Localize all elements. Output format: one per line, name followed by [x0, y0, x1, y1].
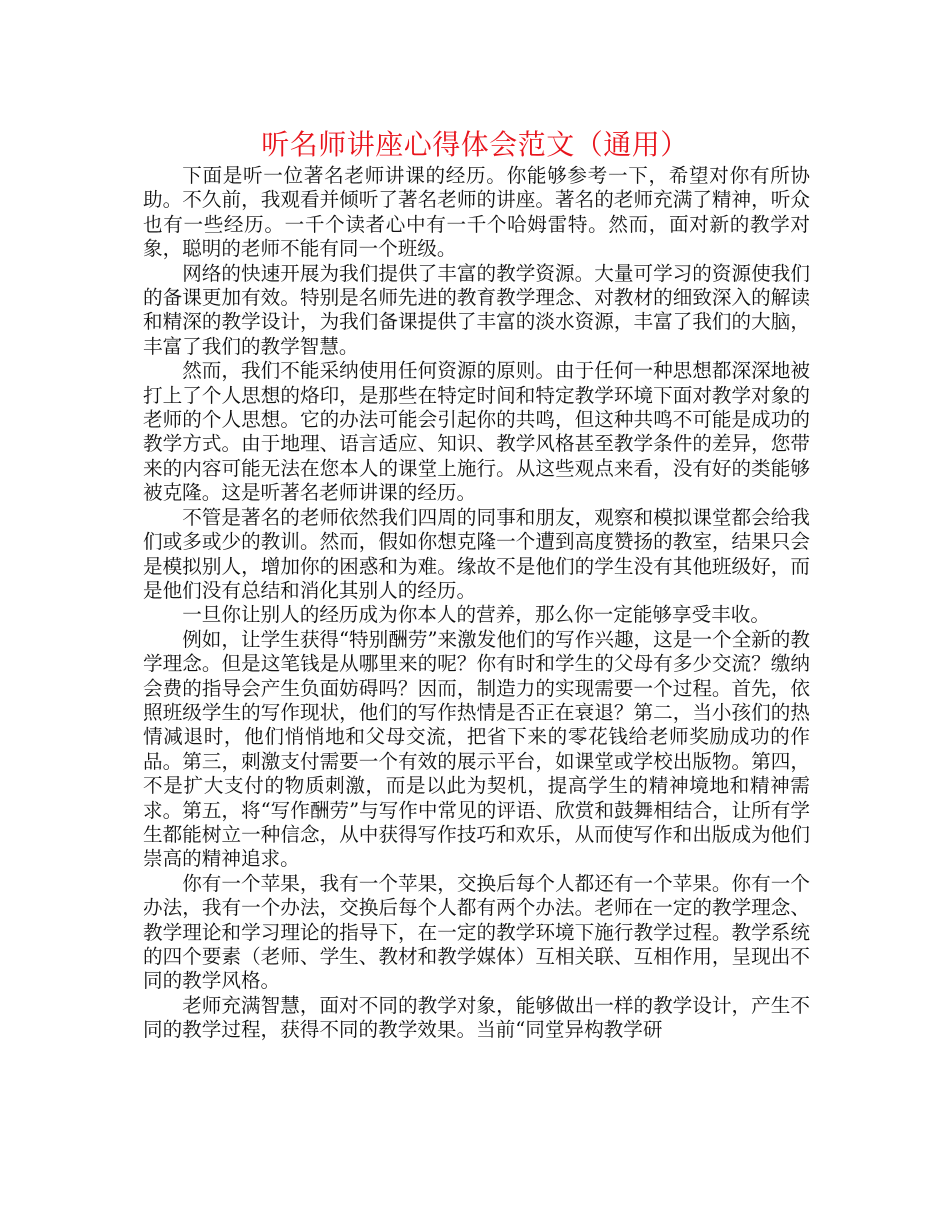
paragraph-7: 你有一个苹果，我有一个苹果，交换后每个人都还有一个苹果。你有一个办法，我有一个办法，交换后每个人都有两个办法。老师在一定的教学理念、教学理论和学习理论的指导下，在一定的教学环境下施行教学过程。教学系统的四个要素（老师、学生、教材和教学媒体）互相关联、互相作用，呈现出不同的教学风格。	[143, 871, 810, 993]
paragraph-4: 不管是著名的老师依然我们四周的同事和朋友，观察和模拟课堂都会给我们或多或少的教训。然而，假如你想克隆一个遭到高度赞扬的教室，结果只会是模拟别人，增加你的困惑和为难。缘故不是他们的学生没有其他班级好，而是他们没有总结和消化其别人的经历。	[143, 505, 810, 602]
paragraph-5: 一旦你让别人的经历成为你本人的营养，那么你一定能够享受丰收。	[182, 603, 770, 627]
paragraph-3: 然而，我们不能采纳使用任何资源的原则。由于任何一种思想都深深地被打上了个人思想的烙印，是那些在特定时间和特定教学环境下面对教学对象的老师的个人思想。它的办法可能会引起你的共鸣，但这种共鸣不可能是成功的教学方式。由于地理、语言适应、知识、教学风格甚至教学条件的差异，您带来的内容可能无法在您本人的课堂上施行。从这些观点来看，没有好的类能够被克隆。这是听著名老师讲课的经历。	[143, 359, 810, 505]
document-body	[143, 164, 810, 1043]
paragraph-2: 网络的快速开展为我们提供了丰富的教学资源。大量可学习的资源使我们的备课更加有效。特别是名师先进的教育教学理念、对教材的细致深入的解读和精深的教学设计，为我们备课提供了丰富的淡水资源，丰富了我们的大脑，丰富了我们的教学智慧。	[143, 261, 810, 358]
page-title: 听名师讲座心得体会范文（通用）	[261, 128, 689, 161]
paragraph-6: 例如，让学生获得“特别酬劳”来激发他们的写作兴趣，这是一个全新的教学理念。但是这笔钱是从哪里来的呢？你有时和学生的父母有多少交流？缴纳会费的指导会产生负面妨碍吗？因而，制造力的实现需要一个过程。首先，依照班级学生的写作现状，他们的写作热情是否正在衰退？第二，当小孩们的热情减退时，他们悄悄地和父母交流，把省下来的零花钱给老师奖励成功的作品。第三，刺激支付需要一个有效的展示平台，如课堂或学校出版物。第四，不是扩大支付的物质刺激，而是以此为契机，提高学生的精神境地和精神需求。第五，将“写作酬劳”与写作中常见的评语、欣赏和鼓舞相结合，让所有学生都能树立一种信念，从中获得写作技巧和欢乐，从而使写作和出版成为他们崇高的精神追求。	[143, 627, 810, 871]
paragraph-1: 下面是听一位著名老师讲课的经历。你能够参考一下，希望对你有所协助。不久前，我观看并倾听了著名老师的讲座。著名的老师充满了精神，听众也有一些经历。一千个读者心中有一千个哈姆雷特。然而，面对新的教学对象，聪明的老师不能有同一个班级。	[143, 164, 810, 261]
paragraph-8: 老师充满智慧，面对不同的教学对象，能够做出一样的教学设计，产生不同的教学过程，获得不同的教学效果。当前“同堂异构教学研	[143, 993, 810, 1042]
